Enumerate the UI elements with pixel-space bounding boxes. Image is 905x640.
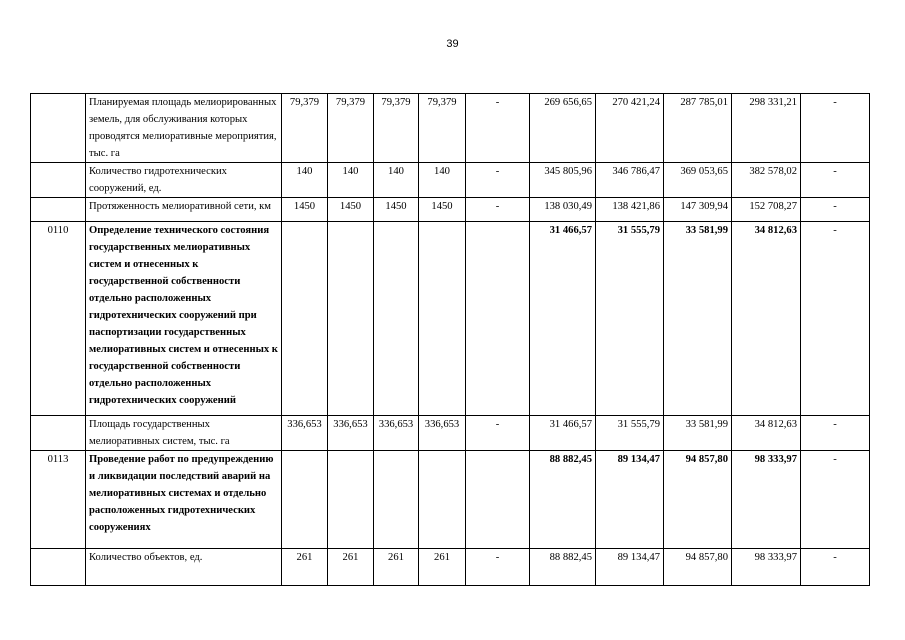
table-row — [31, 222, 870, 416]
table-row — [31, 549, 870, 586]
indicator-value-cell: 1450 — [282, 198, 328, 222]
table-row — [31, 163, 870, 198]
amount-cell: 31 555,79 — [596, 222, 664, 416]
row-name-cell: Проведение работ по предупреждению и ликвидации последствий аварий на мелиоративных системах и отдельно расположенных гидротехнических сооружениях — [86, 451, 282, 549]
row-name-cell: Определение технического состояния государственных мелиоративных систем и отнесенных к государственной собственности отдельно расположенных гидротехнических сооружений при паспортизации государственных мелиоративных систем и отнесенных к государственной собственности отдельно расположенных гидротехнических сооружений — [86, 222, 282, 416]
indicator-value-cell: 261 — [419, 549, 466, 586]
dash-cell: - — [801, 416, 870, 451]
indicator-value-cell: 79,379 — [374, 94, 419, 163]
amount-cell: 382 578,02 — [732, 163, 801, 198]
indicator-value-cell — [282, 451, 328, 549]
row-code-cell — [31, 94, 86, 163]
dash-cell: - — [466, 198, 530, 222]
row-name-cell: Площадь государственных мелиоративных систем, тыс. га — [86, 416, 282, 451]
amount-cell: 88 882,45 — [530, 549, 596, 586]
dash-cell: - — [801, 451, 870, 549]
table-row — [31, 198, 870, 222]
dash-cell: - — [801, 163, 870, 198]
amount-cell: 369 053,65 — [664, 163, 732, 198]
dash-cell: - — [466, 163, 530, 198]
amount-cell: 31 466,57 — [530, 222, 596, 416]
amount-cell: 89 134,47 — [596, 451, 664, 549]
row-code-cell: 0113 — [31, 451, 86, 549]
indicator-value-cell: 1450 — [374, 198, 419, 222]
amount-cell: 34 812,63 — [732, 416, 801, 451]
amount-cell: 269 656,65 — [530, 94, 596, 163]
row-code-cell — [31, 163, 86, 198]
indicator-value-cell: 140 — [419, 163, 466, 198]
indicator-value-cell: 140 — [282, 163, 328, 198]
amount-cell: 98 333,97 — [732, 549, 801, 586]
indicator-value-cell: 261 — [282, 549, 328, 586]
amount-cell: 33 581,99 — [664, 222, 732, 416]
amount-cell: 138 030,49 — [530, 198, 596, 222]
indicator-value-cell: 79,379 — [419, 94, 466, 163]
row-name-cell: Планируемая площадь мелиорированных земель, для обслуживания которых проводятся мелиоративные мероприятия, тыс. га — [86, 94, 282, 163]
amount-cell: 346 786,47 — [596, 163, 664, 198]
dash-cell: - — [466, 416, 530, 451]
amount-cell: 98 333,97 — [732, 451, 801, 549]
indicator-value-cell — [419, 451, 466, 549]
indicator-value-cell: 140 — [374, 163, 419, 198]
budget-table — [30, 93, 870, 586]
page-number: 39 — [446, 38, 459, 50]
indicator-value-cell: 79,379 — [282, 94, 328, 163]
amount-cell: 33 581,99 — [664, 416, 732, 451]
amount-cell: 34 812,63 — [732, 222, 801, 416]
dash-cell: - — [801, 222, 870, 416]
dash-cell: - — [801, 549, 870, 586]
dash-cell: - — [466, 94, 530, 163]
indicator-value-cell: 261 — [374, 549, 419, 586]
row-name-cell: Количество гидротехнических сооружений, ед. — [86, 163, 282, 198]
indicator-value-cell: 1450 — [419, 198, 466, 222]
table-row — [31, 416, 870, 451]
amount-cell: 31 555,79 — [596, 416, 664, 451]
amount-cell: 345 805,96 — [530, 163, 596, 198]
indicator-value-cell: 336,653 — [419, 416, 466, 451]
row-code-cell — [31, 416, 86, 451]
amount-cell: 88 882,45 — [530, 451, 596, 549]
dash-cell: - — [466, 549, 530, 586]
amount-cell: 147 309,94 — [664, 198, 732, 222]
dash-cell — [466, 451, 530, 549]
indicator-value-cell: 140 — [328, 163, 374, 198]
dash-cell: - — [801, 94, 870, 163]
table-row — [31, 451, 870, 549]
amount-cell: 94 857,80 — [664, 451, 732, 549]
indicator-value-cell — [328, 222, 374, 416]
amount-cell: 152 708,27 — [732, 198, 801, 222]
indicator-value-cell: 336,653 — [282, 416, 328, 451]
amount-cell: 94 857,80 — [664, 549, 732, 586]
row-name-cell: Количество объектов, ед. — [86, 549, 282, 586]
indicator-value-cell — [374, 451, 419, 549]
row-name-cell: Протяженность мелиоративной сети, км — [86, 198, 282, 222]
row-code-cell — [31, 549, 86, 586]
dash-cell: - — [801, 198, 870, 222]
amount-cell: 270 421,24 — [596, 94, 664, 163]
indicator-value-cell: 261 — [328, 549, 374, 586]
indicator-value-cell: 79,379 — [328, 94, 374, 163]
indicator-value-cell — [374, 222, 419, 416]
indicator-value-cell: 336,653 — [328, 416, 374, 451]
indicator-value-cell — [328, 451, 374, 549]
amount-cell: 287 785,01 — [664, 94, 732, 163]
indicator-value-cell — [419, 222, 466, 416]
indicator-value-cell — [282, 222, 328, 416]
amount-cell: 89 134,47 — [596, 549, 664, 586]
row-code-cell: 0110 — [31, 222, 86, 416]
indicator-value-cell: 336,653 — [374, 416, 419, 451]
amount-cell: 31 466,57 — [530, 416, 596, 451]
table-row — [31, 94, 870, 163]
amount-cell: 298 331,21 — [732, 94, 801, 163]
amount-cell: 138 421,86 — [596, 198, 664, 222]
row-code-cell — [31, 198, 86, 222]
indicator-value-cell: 1450 — [328, 198, 374, 222]
dash-cell — [466, 222, 530, 416]
